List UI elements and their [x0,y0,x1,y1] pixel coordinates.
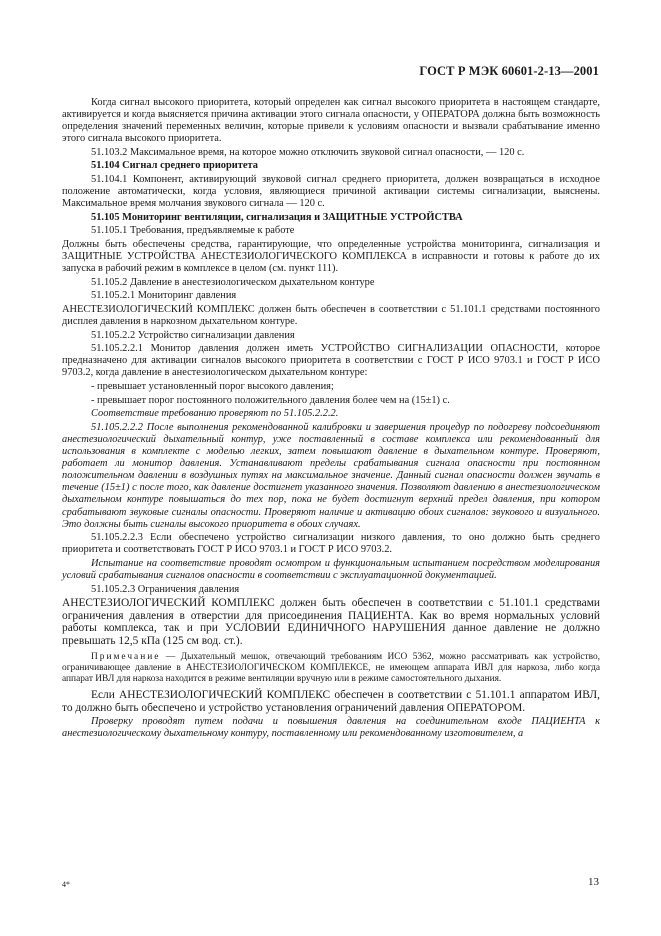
paragraph: АНЕСТЕЗИОЛОГИЧЕСКИЙ КОМПЛЕКС должен быть обеспечен в соответствии с 51.101.1 средствами постоянного дисплея давления в наркозном дыхательном контуре. [62,304,600,328]
paragraph: Когда сигнал высокого приоритета, который определен как сигнал высокого приоритета в настоящем стандарте, активируется и когда выясняется причина активации этого сигнала опасности, у ОПЕРАТОРА должна быть возможность определения значений переменных величин, которые привели к условиям опасности и вызвали срабатывание именно этого сигнала высокого приоритета. [62,97,600,145]
paragraph: 51.105.1 Требования, предъявляемые к работе [91,225,295,237]
test-procedure: 51.105.2.2.2 После выполнения рекомендованной калибровки и завершения процедур по подогреву подсоединяют анестезиологический дыхательный контур, уже поставленный в составе комплекса или рекомендованный для использования в комплекте с моделью легких, затем повышают давление в дыхательном контуре. Проверяют, работает ли монитор давления. Устанавливают пределы срабатывания сигнала опасности при постоянном положительном давлении в воздушных путях на максимальное значение. Данный сигнал опасности должен звучать в течение (15±1) с после того, как давление достигнет указанного значения. Позволяют давлению в анестезиологическом дыхательном контуре повышаться до тех пор, пока не будет достигнут верхний предел давления, при котором срабатывают звуковые сигналы опасности. Проверяют наличие и активацию обоих сигналов: звукового и визуального. Это должны быть сигналы высокого приоритета в обоих случаях. [62,421,600,530]
paragraph: 51.105.2 Давление в анестезиологическом дыхательном контуре [91,276,375,288]
paragraph: Должны быть обеспечены средства, гарантирующие, что определенные устройства мониторинга, сигнализация и ЗАЩИТНЫЕ УСТРОЙСТВА АНЕСТЕЗИОЛОГИЧЕСКОГО КОМПЛЕКСА в исправности и готовы к работе до их запуска в рабочий режим в комплексе в целом (см. пункт 111). [62,239,600,275]
paragraph: 51.105.2.2.3 Если обеспечено устройство сигнализации низкого давления, то оно должно быть среднего приоритета и соответствовать ГОСТ Р ИСО 9703.1 и ГОСТ Р ИСО 9703.2. [62,532,600,556]
note [62,652,600,686]
footer-signature-mark: 4* [62,880,70,889]
document-body [62,97,600,742]
list-item: - превышает установленный порог высокого давления; [91,381,334,393]
paragraph: 51.105.2.2.1 Монитор давления должен иметь УСТРОЙСТВО СИГНАЛИЗАЦИИ ОПАСНОСТИ, которое предназначено для активации сигналов высокого приоритета в соответствии с ГОСТ Р ИСО 9703.1 и ГОСТ Р ИСО 9703.2, когда давление в анестезиологическом дыхательном контуре: [62,343,600,379]
test-procedure: Испытание на соответствие проводят осмотром и функциональным испытанием посредством моделирования условий срабатывания сигналов опасности в соответствии с эксплуатационной документацией. [62,557,600,581]
paragraph: 51.105.2.2 Устройство сигнализации давления [91,329,295,341]
paragraph: АНЕСТЕЗИОЛОГИЧЕСКИЙ КОМПЛЕКС должен быть обеспечен в соответствии с 51.101.1 средствами ограничения давления в отверстии для присоединения ПАЦИЕНТА. Как во время нормальных условий работы комплекса, так и при УСЛОВИИ ЕДИНИЧНОГО НАРУШЕНИЯ данное давление не должно превышать 12,5 кПа (125 см вод. ст.). [62,597,600,647]
paragraph: 51.103.2 Максимальное время, на которое можно отключить звуковой сигнал опасности, — 120 с. [91,146,525,158]
note-label: Примечание [91,651,161,662]
document-header: ГОСТ Р МЭК 60601-2-13—2001 [419,64,599,78]
test-procedure: Проверку проводят путем подачи и повышения давления на соединительном входе ПАЦИЕНТА к анестезиологическому дыхательному контуру, поставленному или рекомендованному изготовителем, а [62,715,600,739]
paragraph: Если АНЕСТЕЗИОЛОГИЧЕСКИЙ КОМПЛЕКС обеспечен в соответствии с 51.101.1 аппаратом ИВЛ, то должно быть обеспечено и устройство установления ограничений давления ОПЕРАТОРОМ. [62,689,600,714]
paragraph: 51.105.2.1 Мониторинг давления [91,290,237,302]
page-number: 13 [588,876,599,888]
section-heading: 51.104 Сигнал среднего приоритета [91,160,258,172]
list-item: - превышает порог постоянного положительного давления более чем на (15±1) с. [91,394,450,406]
section-heading: 51.105 Мониторинг вентиляции, сигнализация и ЗАЩИТНЫЕ УСТРОЙСТВА [91,211,463,223]
compliance-note: Соответствие требованию проверяют по 51.105.2.2.2. [91,408,339,420]
paragraph: 51.104.1 Компонент, активирующий звуковой сигнал среднего приоритета, должен возвращаться в исходное положение автоматически, когда условия, являющиеся причиной активации системы сигнализации, выяснены. Максимальное время молчания звукового сигнала — 120 с. [62,174,600,210]
note-text: — Дыхательный мешок, отвечающий требованиям ИСО 5362, можно рассматривать как устройство, ограничивающее давление в АНЕСТЕЗИОЛОГИЧЕСКОМ КОМПЛЕКСЕ, не имеющем аппарата ИВЛ для наркоза, либо когда аппарат ИВЛ для наркоза находится в режиме вентиляции вручную или в режиме самостоятельного дыхания. [62,651,600,684]
paragraph: 51.105.2.3 Ограничения давления [91,583,240,595]
